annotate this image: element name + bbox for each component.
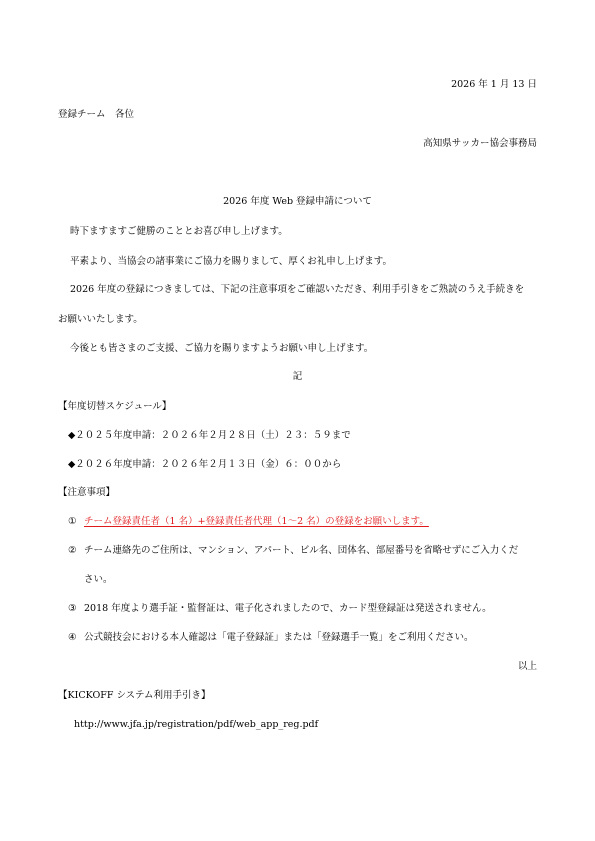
note-text-4: 公式競技会における本人確認は「電子登録証」または「登録選手一覧」をご利用ください。 xyxy=(84,632,474,643)
note-number-4: ④ xyxy=(68,632,77,643)
schedule-item-2025: ◆２０２５年度申請：２０２６年２月２８日（土）２３：５９まで xyxy=(68,430,351,441)
intro-line-3: 2026 年度の登録につきましては、下記の注意事項をご確認いただき、利用手引きをご熟読のうえ手続きを xyxy=(70,284,525,295)
manual-heading: 【KICKOFF システム利用手引き】 xyxy=(58,690,211,701)
addressee: 登録チーム 各位 xyxy=(58,109,135,120)
manual-url-link[interactable]: http://www.jfa.jp/registration/pdf/web_app_reg.pdf xyxy=(74,719,319,730)
sender: 高知県サッカー協会事務局 xyxy=(423,138,537,149)
intro-line-1: 時下ますますご健勝のこととお喜び申し上げます。 xyxy=(70,226,288,237)
note-number-2: ② xyxy=(68,545,77,556)
ki-marker: 記 xyxy=(292,371,303,382)
document-date: 2026 年 1 月 13 日 xyxy=(451,79,537,90)
document-title: 2026 年度 Web 登録申請について xyxy=(223,196,372,207)
note-text-1: チーム登録責任者（1 名）+登録責任者代理（1～2 名）の登録をお願いします。 xyxy=(84,516,429,527)
note-text-3: 2018 年度より選手証・監督証は、電子化されましたので、カード型登録証は発送されません。 xyxy=(84,603,492,614)
intro-line-5: 今後とも皆さまのご支援、ご協力を賜りますようお願い申し上げます。 xyxy=(70,343,374,354)
note-number-3: ③ xyxy=(68,603,77,614)
note-text-2-continued: さい。 xyxy=(84,574,113,585)
schedule-item-2026: ◆２０２６年度申請：２０２６年２月１３日（金）６：００から xyxy=(68,459,342,470)
notes-heading: 【注意事項】 xyxy=(58,487,116,498)
note-text-2: チーム連絡先のご住所は、マンション、アパート、ビル名、団体名、部屋番号を省略せずにご入力くだ xyxy=(84,545,519,556)
intro-line-2: 平素より、当協会の諸事業にご協力を賜りまして、厚くお礼申し上げます。 xyxy=(70,256,393,267)
intro-line-4: お願いいたします。 xyxy=(58,314,143,325)
closing-ijou: 以上 xyxy=(517,661,537,672)
schedule-heading: 【年度切替スケジュール】 xyxy=(58,401,172,412)
note-number-1: ① xyxy=(68,516,77,527)
